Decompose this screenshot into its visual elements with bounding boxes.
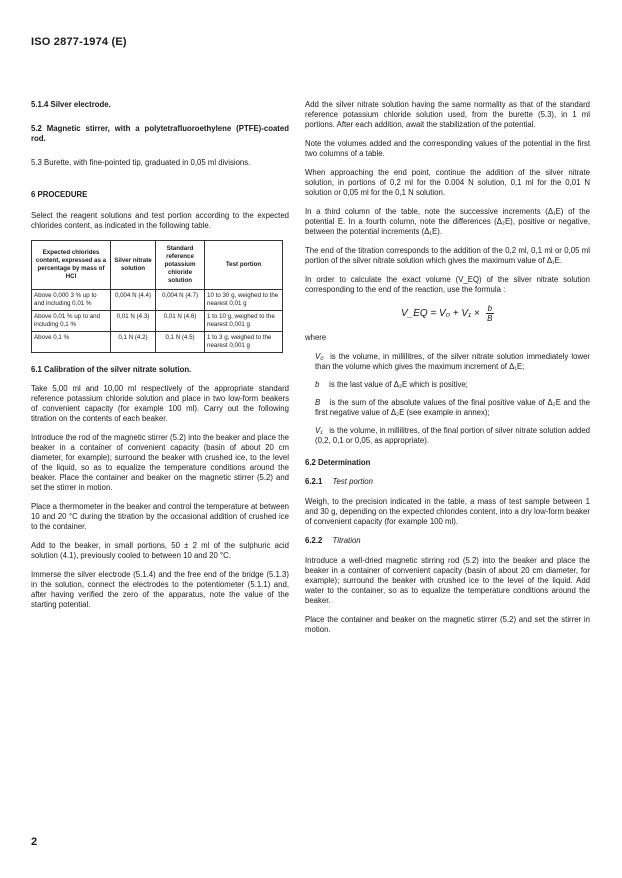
formula-fraction bbox=[486, 304, 494, 323]
document-header: ISO 2877-1974 (E) bbox=[31, 36, 127, 48]
paragraph: Introduce a well-dried magnetic stirring rod (5.2) into the beaker and place the beaker in a container of convenient capacity (basin of about 20 cm diameter, for example); surround the beaker with crushed ice to the level of the liquid. Add water to the container, so as to equalize the temperature conditions around the beaker. bbox=[305, 556, 590, 605]
section-6-text: Select the reagent solutions and test portion according to the expected chlorides content, as indicated in the following table. bbox=[31, 211, 289, 230]
table-cell: 1 to 3 g, weighed to the nearest 0,001 g bbox=[205, 332, 283, 353]
table-cell: 0,1 N (4.2) bbox=[111, 332, 156, 353]
table-cell: 1 to 10 g, weighed to the nearest 0,001 g bbox=[205, 311, 283, 332]
section-6-2-title: 6.2 Determination bbox=[305, 458, 371, 467]
table-header: Standard reference potassium chloride solution bbox=[156, 241, 205, 290]
definition bbox=[315, 398, 590, 418]
paragraph: When approaching the end point, continue the addition of the silver nitrate solution, in portions of 0,2 ml for the 0.004 N solution, 0,1 ml for the 0,01 N solution or 0,05 ml for the 0,1 N solution. bbox=[305, 168, 590, 197]
paragraph: Add to the beaker, in small portions, 50 ± 2 ml of the sulphuric acid solution (4.1), previously cooled to between 10 and 20 °C. bbox=[31, 541, 289, 560]
section-5-3: 5.3 Burette, with fine-pointed tip, graduated in 0,05 ml divisions. bbox=[31, 158, 251, 167]
section-title: Titration bbox=[332, 536, 361, 545]
paragraph: In a third column of the table, note the successive increments (Δ₁E) of the potential E. In a fourth column, note the differences (Δ₂E), positive or negative, between the potential increments (Δ₁E). bbox=[305, 207, 590, 236]
formula-numerator: b bbox=[487, 304, 493, 313]
definition-text: is the volume, in millilitres, of the final portion of silver nitrate solution added (0,2, 0,1 or 0,05, as appropriate). bbox=[315, 426, 590, 445]
section-5-1-4 bbox=[31, 100, 289, 110]
left-column bbox=[31, 100, 289, 619]
paragraph: Place a thermometer in the beaker and control the temperature at between 10 and 20 °C during the titration by the occasional addition of crushed ice to the container. bbox=[31, 502, 289, 531]
definition-symbol: V₀ bbox=[315, 352, 324, 361]
definition bbox=[315, 426, 590, 446]
definition-text: is the volume, in millilitres, of the silver nitrate solution immediately lower than the volume which gives the maximum increment of Δ₁E; bbox=[315, 352, 591, 371]
table-header: Expected chlorides content, expressed as a percentage by mass of HCl bbox=[32, 241, 111, 290]
table-cell: Above 0,1 % bbox=[32, 332, 111, 353]
paragraph: In order to calculate the exact volume (V_EQ) of the silver nitrate solution corresponding to the end of the reaction, use the formula : bbox=[305, 275, 590, 294]
table-cell: Above 0,01 % up to and including 0,1 % bbox=[32, 311, 111, 332]
table-row bbox=[32, 332, 283, 353]
paragraph: Place the container and beaker on the magnetic stirrer (5.2) and set the stirrer in motion. bbox=[305, 615, 590, 634]
section-number: 6.2.1 bbox=[305, 477, 323, 486]
where-label: where bbox=[305, 333, 327, 342]
section-5-2-text: 5.2 Magnetic stirrer, with a polytetrafluoroethylene (PTFE)-coated rod. bbox=[31, 124, 289, 143]
table-cell: 10 to 30 g, weighed to the nearest 0,01 g bbox=[205, 290, 283, 311]
section-6-1-title: 6.1 Calibration of the silver nitrate solution. bbox=[31, 365, 192, 374]
paragraph: Introduce the rod of the magnetic stirrer (5.2) into the beaker and place the beaker in a container of convenient capacity (basin of about 20 cm diameter, for example); surround the beaker with crushed ice, to the level of the liquid, so as to equalize the temperature conditions around the beaker. Place the container and beaker on the magnetic stirrer (5.2) and set the stirrer in motion. bbox=[31, 433, 289, 492]
section-number: 5.1.4 bbox=[31, 100, 49, 109]
definition-text: is the sum of the absolute values of the final positive value of Δ₂E and the first negative value of Δ₂E (see example in annex); bbox=[315, 398, 590, 417]
section-5-2 bbox=[31, 124, 289, 144]
definition-symbol: b bbox=[315, 380, 320, 389]
table-cell: 0,1 N (4.5) bbox=[156, 332, 205, 353]
right-column bbox=[305, 100, 590, 644]
paragraph: Weigh, to the precision indicated in the table, a mass of test sample between 1 and 30 g, depending on the expected chlorides content, into a dry low-form beaker of convenient capacity (for example 100 ml). bbox=[305, 497, 590, 526]
table-row bbox=[32, 311, 283, 332]
table-cell: 0,01 N (4.3) bbox=[111, 311, 156, 332]
section-6-title: 6 PROCEDURE bbox=[31, 190, 88, 199]
paragraph: Add the silver nitrate solution having the same normality as that of the standard reference potassium chloride solution used, from the burette (5.3), in 1 ml portions. After each addition, await the stabilization of the potential. bbox=[305, 100, 590, 129]
table-row bbox=[32, 290, 283, 311]
table-cell: 0,004 N (4.7) bbox=[156, 290, 205, 311]
paragraph: Note the volumes added and the corresponding values of the potential in the first two columns of a table. bbox=[305, 139, 590, 158]
table-cell: 0,004 N (4.4) bbox=[111, 290, 156, 311]
table-cell: Above 0,000 3 % up to and including 0,01 % bbox=[32, 290, 111, 311]
section-6-2-2 bbox=[305, 536, 590, 546]
table-cell: 0,01 N (4.6) bbox=[156, 311, 205, 332]
definition-text: is the last value of Δ₂E which is positive; bbox=[329, 380, 468, 389]
definition-symbol: V₁ bbox=[315, 426, 323, 435]
section-title: Silver electrode. bbox=[50, 100, 111, 109]
section-number: 6.2.2 bbox=[305, 536, 323, 545]
paragraph: Immerse the silver electrode (5.1.4) and the free end of the bridge (5.1.3) in the solution, connect the electrodes to the potentiometer (5.1.1) and, after having verified the zero of the apparatus, note the value of the starting potential. bbox=[31, 570, 289, 609]
table-header: Test portion bbox=[205, 241, 283, 290]
page-number: 2 bbox=[31, 836, 38, 848]
paragraph: Take 5,00 ml and 10,00 ml respectively of the appropriate standard reference potassium chloride solution and place in two low-form beakers of convenient capacity (for example 100 ml). Carry out the following titration on the contents of each beaker. bbox=[31, 384, 289, 423]
reagent-table bbox=[31, 240, 283, 353]
definition-symbol: B bbox=[315, 398, 321, 407]
formula bbox=[305, 304, 590, 323]
formula-denominator: B bbox=[487, 314, 493, 323]
paragraph: The end of the titration corresponds to the addition of the 0,2 ml, 0,1 ml or 0,05 ml portion of the silver nitrate solution which gives the maximum value of Δ₁E. bbox=[305, 246, 590, 265]
definition bbox=[315, 380, 590, 390]
section-6-2-1 bbox=[305, 477, 590, 487]
definition bbox=[315, 352, 590, 372]
table-header: Silver nitrate solution bbox=[111, 241, 156, 290]
section-title: Test portion bbox=[332, 477, 373, 486]
formula-lhs: V_EQ = V₀ + V₁ × bbox=[400, 308, 480, 320]
